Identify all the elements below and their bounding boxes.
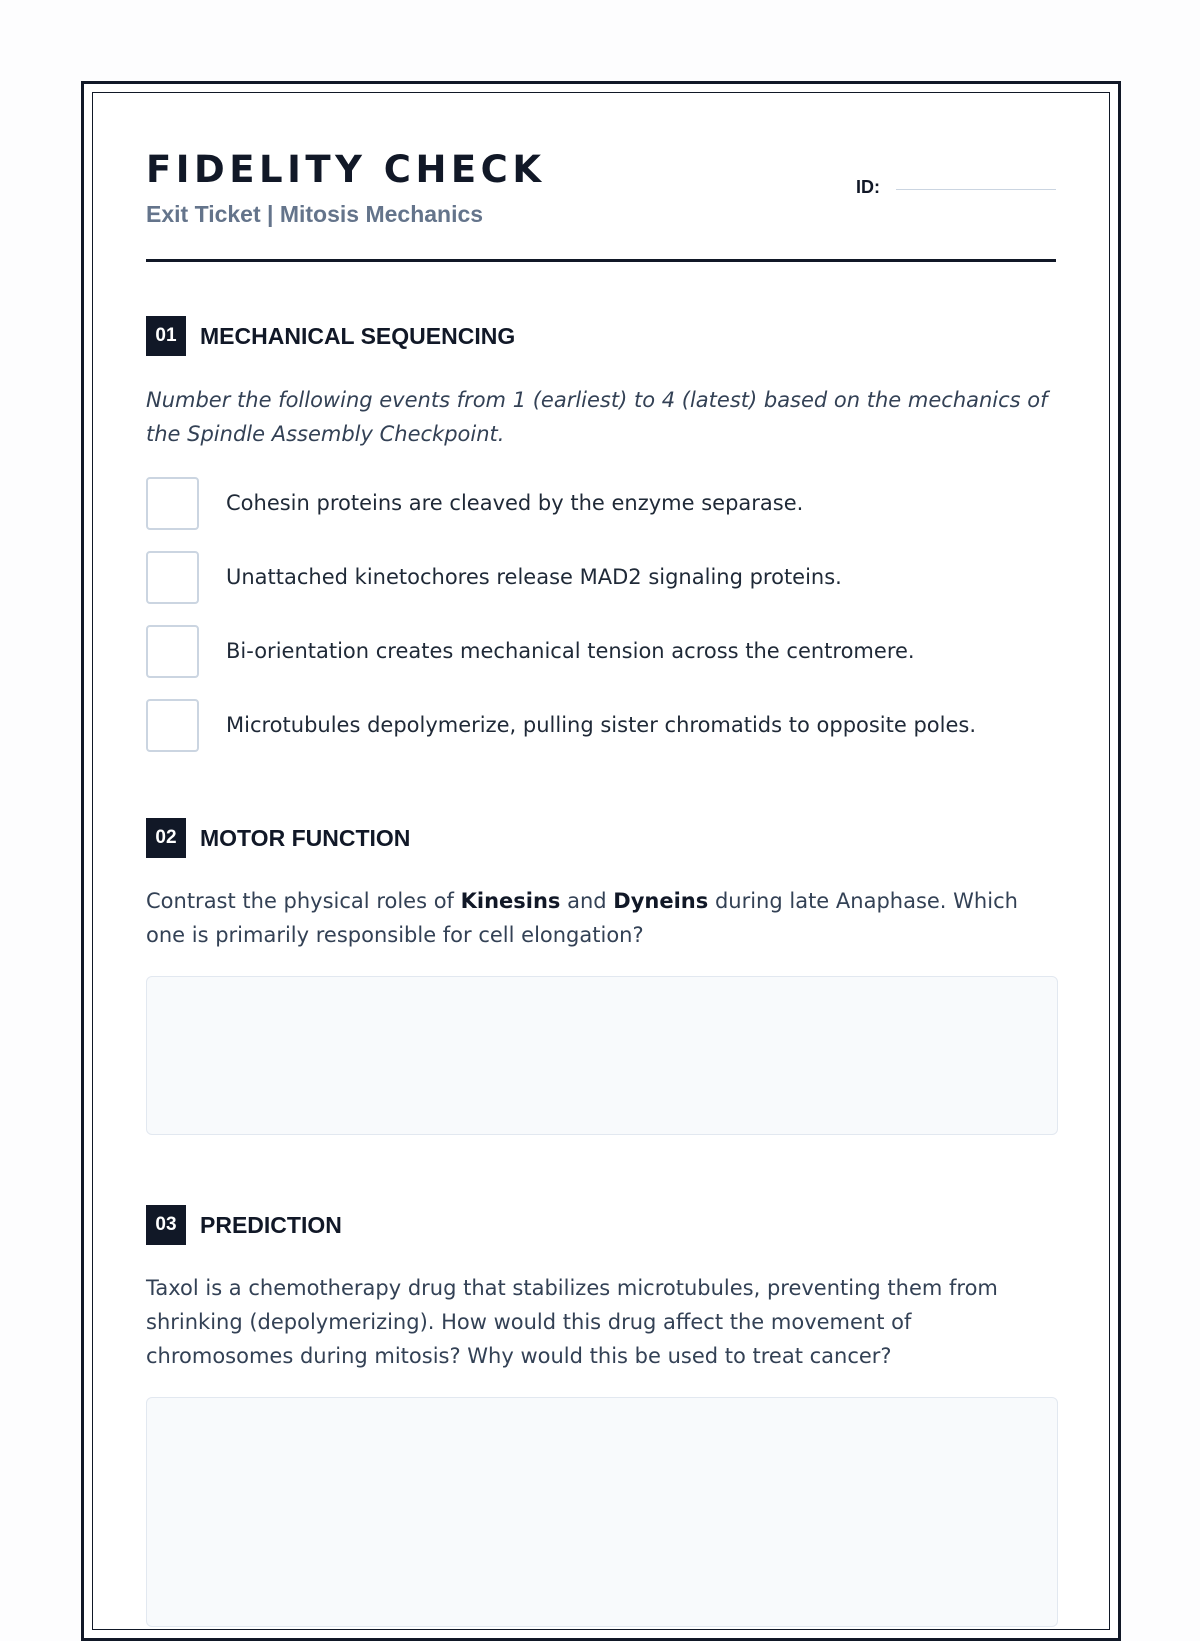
page-subtitle: Exit Ticket | Mitosis Mechanics	[146, 201, 484, 227]
sequence-item	[146, 476, 1056, 530]
section-header-sequencing	[146, 316, 515, 356]
section-title: PREDICTION	[200, 1211, 342, 1238]
sequence-item-text: Unattached kinetochores release MAD2 signaling proteins.	[226, 565, 842, 589]
sequence-item	[146, 550, 1056, 604]
section-number-badge: 02	[146, 818, 186, 858]
sequence-number-box[interactable]	[146, 477, 199, 530]
prediction-answer-box[interactable]	[146, 1397, 1058, 1627]
header-divider	[146, 259, 1056, 262]
section-title: MOTOR FUNCTION	[200, 824, 411, 851]
motor-function-answer-box[interactable]	[146, 976, 1058, 1135]
motor-function-prompt	[146, 884, 1056, 952]
sequence-item	[146, 624, 1056, 678]
section-title: MECHANICAL SEQUENCING	[200, 322, 516, 349]
section-header-prediction	[146, 1205, 342, 1245]
prompt-text: and	[560, 889, 614, 913]
sequence-item-text: Cohesin proteins are cleaved by the enzyme separase.	[226, 491, 804, 515]
sequencing-instructions: Number the following events from 1 (earliest) to 4 (latest) based on the mechanics of the Spindle Assembly Checkpoint.	[146, 388, 1048, 446]
prediction-prompt: Taxol is a chemotherapy drug that stabilizes microtubules, preventing them from shrinking (depolymerizing). How would this drug affect the movement of chromosomes during mitosis? Why would this be used to treat cancer?	[146, 1276, 998, 1368]
sequence-item-text: Bi-orientation creates mechanical tension across the centromere.	[226, 639, 915, 663]
page-title: FIDELITY CHECK	[146, 148, 546, 191]
term-dyneins: Dyneins	[613, 889, 709, 913]
id-label: ID:	[856, 177, 880, 197]
sequence-number-box[interactable]	[146, 699, 199, 752]
section-number-badge: 01	[146, 316, 186, 356]
sequence-item-text: Microtubules depolymerize, pulling sister chromatids to opposite poles.	[226, 713, 977, 737]
sequence-number-box[interactable]	[146, 551, 199, 604]
prompt-text: during late Anaphase. Which one is primarily responsible for cell elongation?	[146, 889, 1018, 947]
prompt-text: Contrast the physical roles of	[146, 889, 461, 913]
section-number-badge: 03	[146, 1205, 186, 1245]
sequence-number-box[interactable]	[146, 625, 199, 678]
id-input-line[interactable]	[896, 189, 1056, 190]
section-header-motor-function	[146, 818, 410, 858]
sequence-item	[146, 698, 1056, 752]
term-kinesins: Kinesins	[460, 889, 561, 913]
